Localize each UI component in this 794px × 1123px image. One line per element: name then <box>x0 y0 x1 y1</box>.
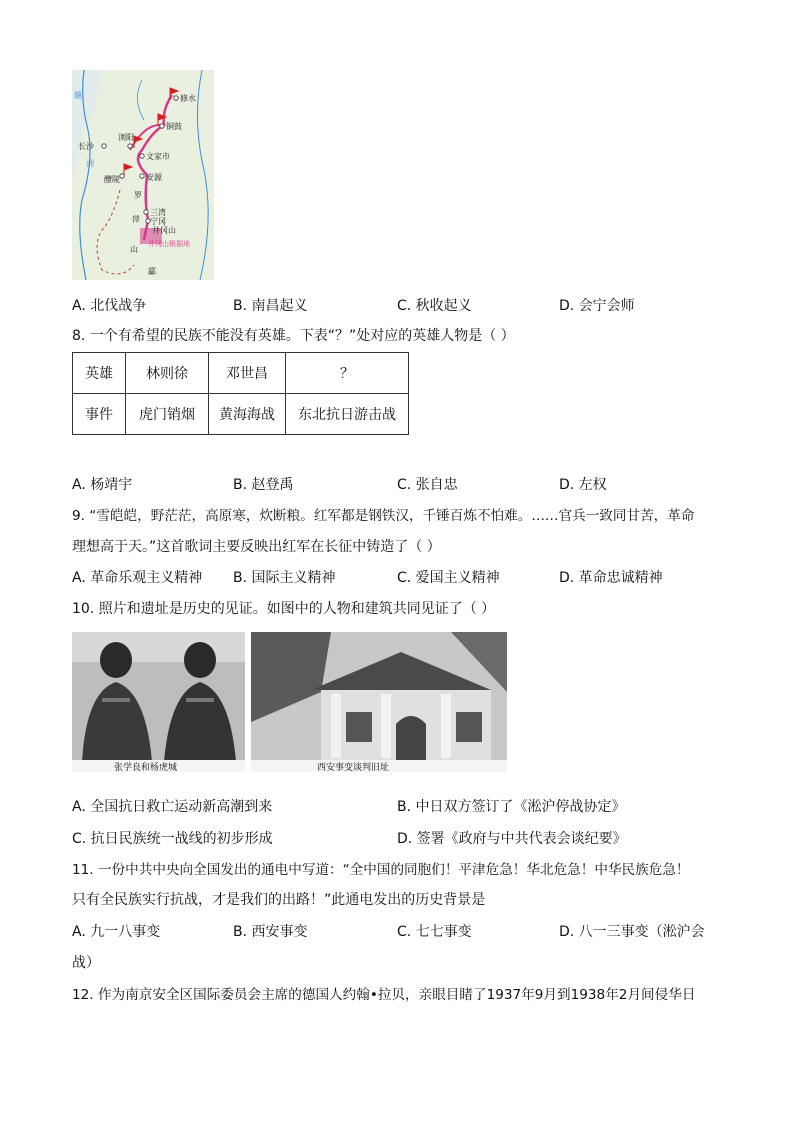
q8-option-d[interactable]: D. 左权 <box>559 477 607 493</box>
table-cell: 林则徐 <box>126 353 209 394</box>
table-cell: 东北抗日游击战 <box>286 394 409 435</box>
table-cell: 虎门销烟 <box>126 394 209 435</box>
q9-stem-line2: 理想高于天。”这首歌词主要反映出红军在长征中铸造了（ ） <box>72 539 441 555</box>
q7-option-a[interactable]: A. 北伐战争 <box>72 298 147 314</box>
q9-option-b[interactable]: B. 国际主义精神 <box>233 570 336 586</box>
svg-text:铜鼓: 铜鼓 <box>166 122 182 131</box>
q11-stem-line1: 11. 一份中共中央向全国发出的通电中写道：“全中国的同胞们！平津危急！华北危急！中华民族危急！ <box>72 862 690 878</box>
svg-text:醴陵: 醴陵 <box>104 175 120 184</box>
photo-xian-incident-site <box>251 632 507 772</box>
q9-option-a[interactable]: A. 革命乐观主义精神 <box>72 570 203 586</box>
svg-text:长沙: 长沙 <box>78 142 94 151</box>
svg-text:安源: 安源 <box>146 173 162 182</box>
q11-option-d[interactable]: D. 八一三事变（淞沪会 <box>559 924 705 940</box>
q7-option-d[interactable]: D. 会宁会师 <box>559 298 635 314</box>
q9-stem-line1: 9. “雪皑皑，野茫茫，高原寒，炊断粮。红军都是钢铁汉，千锤百炼不怕难。……官兵一致同甘苦，革命 <box>72 508 695 524</box>
q11-stem-line2: 只有全民族实行抗战，才是我们的出路！”此通电发出的历史背景是 <box>72 892 486 908</box>
q11-option-c[interactable]: C. 七七事变 <box>397 924 472 940</box>
q9-option-c[interactable]: C. 爱国主义精神 <box>397 570 500 586</box>
svg-text:井冈山根据地: 井冈山根据地 <box>148 240 190 248</box>
autumn-harvest-uprising-map <box>72 70 214 280</box>
svg-text:修水: 修水 <box>180 94 196 103</box>
table-cell: 邓世昌 <box>209 353 286 394</box>
svg-text:三湾: 三湾 <box>150 208 166 217</box>
svg-text:萍: 萍 <box>132 215 140 224</box>
svg-text:湘: 湘 <box>86 159 94 168</box>
q10-stem: 10. 照片和遗址是历史的见证。如图中的人物和建筑共同见证了（ ） <box>72 601 496 617</box>
q8-stem: 8. 一个有希望的民族不能没有英雄。下表“？”处对应的英雄人物是（ ） <box>72 328 515 344</box>
q8-hero-table <box>72 352 409 435</box>
q10-option-c[interactable]: C. 抗日民族统一战线的初步形成 <box>72 831 273 847</box>
table-cell: 英雄 <box>73 353 126 394</box>
q11-option-a[interactable]: A. 九一八事变 <box>72 924 161 940</box>
q8-option-c[interactable]: C. 张自忠 <box>397 477 458 493</box>
q11-option-d-cont: 战） <box>72 955 100 971</box>
svg-text:赣: 赣 <box>74 91 82 100</box>
svg-text:浏阳: 浏阳 <box>118 133 134 142</box>
q10-option-a[interactable]: A. 全国抗日救亡运动新高潮到来 <box>72 799 273 815</box>
q9-option-d[interactable]: D. 革命忠诚精神 <box>559 570 663 586</box>
svg-text:井冈山: 井冈山 <box>152 226 176 235</box>
photo-graphic <box>251 632 507 772</box>
q10-option-b[interactable]: B. 中日双方签订了《淞沪停战协定》 <box>397 799 626 815</box>
q8-option-b[interactable]: B. 赵登禹 <box>233 477 294 493</box>
q7-option-c[interactable]: C. 秋收起义 <box>397 298 472 314</box>
q10-option-d[interactable]: D. 签署《政府与中共代表会谈纪要》 <box>397 831 627 847</box>
svg-text:宁冈: 宁冈 <box>150 217 166 226</box>
svg-text:文家市: 文家市 <box>146 152 170 161</box>
map-graphic <box>72 70 214 280</box>
q11-option-b[interactable]: B. 西安事变 <box>233 924 308 940</box>
table-cell: 黄海海战 <box>209 394 286 435</box>
table-cell: ？ <box>286 353 409 394</box>
photo-zhang-yang <box>72 632 245 772</box>
q7-option-b[interactable]: B. 南昌起义 <box>233 298 308 314</box>
svg-text:酃: 酃 <box>148 267 156 276</box>
svg-text:罗: 罗 <box>134 191 142 200</box>
photo-caption: 西安事变谈判旧址 <box>317 763 390 773</box>
q12-stem-line1: 12. 作为南京安全区国际委员会主席的德国人约翰•拉贝，亲眼目睹了1937年9月到1938年2月间侵华日 <box>72 987 696 1003</box>
svg-text:山: 山 <box>130 245 138 254</box>
photo-caption: 张学良和杨虎城 <box>114 763 178 773</box>
photo-graphic <box>72 632 245 772</box>
table-cell: 事件 <box>73 394 126 435</box>
q8-option-a[interactable]: A. 杨靖宇 <box>72 477 133 493</box>
